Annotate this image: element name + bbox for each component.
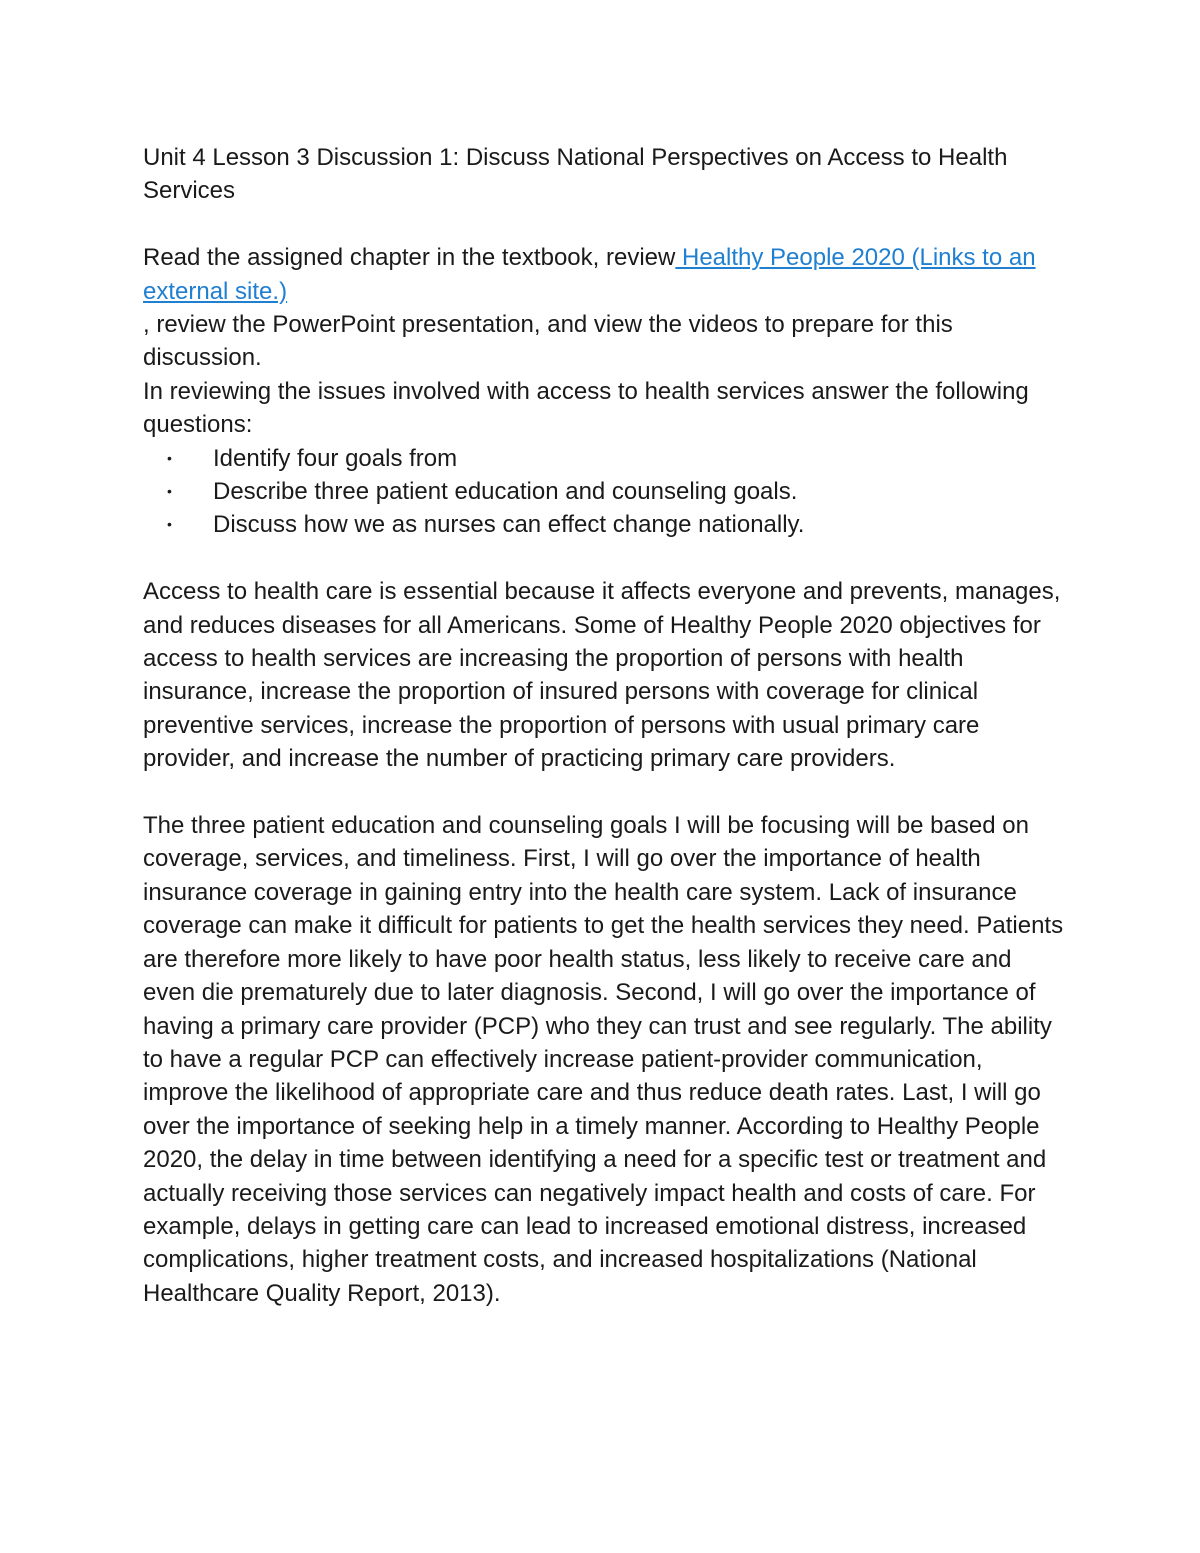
question-text: Identify four goals from <box>213 444 458 472</box>
question-text: Discuss how we as nurses can effect change nationally. <box>213 511 805 539</box>
question-text: Describe three patient education and counseling goals. <box>213 478 798 506</box>
list-item <box>143 442 1068 475</box>
spacer <box>143 776 1068 809</box>
healthy-people-2020-link[interactable]: Healthy People 2020 (Links to an external site.) <box>143 244 1036 305</box>
intro-text: Read the assigned chapter in the textbook, review <box>143 244 676 272</box>
questions-list <box>143 442 1068 542</box>
body-paragraph-goals: The three patient education and counseling goals I will be focusing will be based on coverage, services, and timeliness. First, I will go over the importance of health insurance coverage in gaining entry into the health care system. Lack of insurance coverage can make it difficult for patients to get the health services they need. Patients are therefore more likely to have poor health status, less likely to receive care and even die prematurely due to later diagnosis. Second, I will go over the importance of having a primary care provider (PCP) who they can trust and see regularly. The ability to have a regular PCP can effectively increase patient-provider communication, improve the likelihood of appropriate care and thus reduce death rates. Last, I will go over the importance of seeking help in a timely manner. According to Healthy People 2020, the delay in time between identifying a need for a specific test or treatment and actually receiving those services can negatively impact health and costs of care. For example, delays in getting care can lead to increased emotional distress, increased complications, higher treatment costs, and increased hospitalizations (National Healthcare Quality Report, 2013). <box>143 812 1064 1307</box>
bullet-icon: • <box>167 483 172 500</box>
bullet-icon: • <box>167 449 172 466</box>
bullet-icon: • <box>167 516 172 533</box>
list-item <box>143 508 1068 541</box>
questions-lead: In reviewing the issues involved with access to health services answer the following questions: <box>143 377 1029 439</box>
list-item <box>143 475 1068 508</box>
intro-paragraph <box>143 241 1068 308</box>
spacer <box>143 208 1068 241</box>
document-page <box>143 141 1068 1310</box>
spacer <box>143 542 1068 575</box>
body-paragraph-access: Access to health care is essential because it affects everyone and prevents, manages, and reduces diseases for all Americans. Some of Healthy People 2020 objectives for access to health services are increasing the proportion of persons with health insurance, increase the proportion of insured persons with coverage for clinical preventive services, increase the proportion of persons with usual primary care provider, and increase the number of practicing primary care providers. <box>143 578 1061 773</box>
document-title: Unit 4 Lesson 3 Discussion 1: Discuss National Perspectives on Access to Health Services <box>143 144 1008 205</box>
intro-continuation: , review the PowerPoint presentation, and view the videos to prepare for this discussion. <box>143 311 953 372</box>
